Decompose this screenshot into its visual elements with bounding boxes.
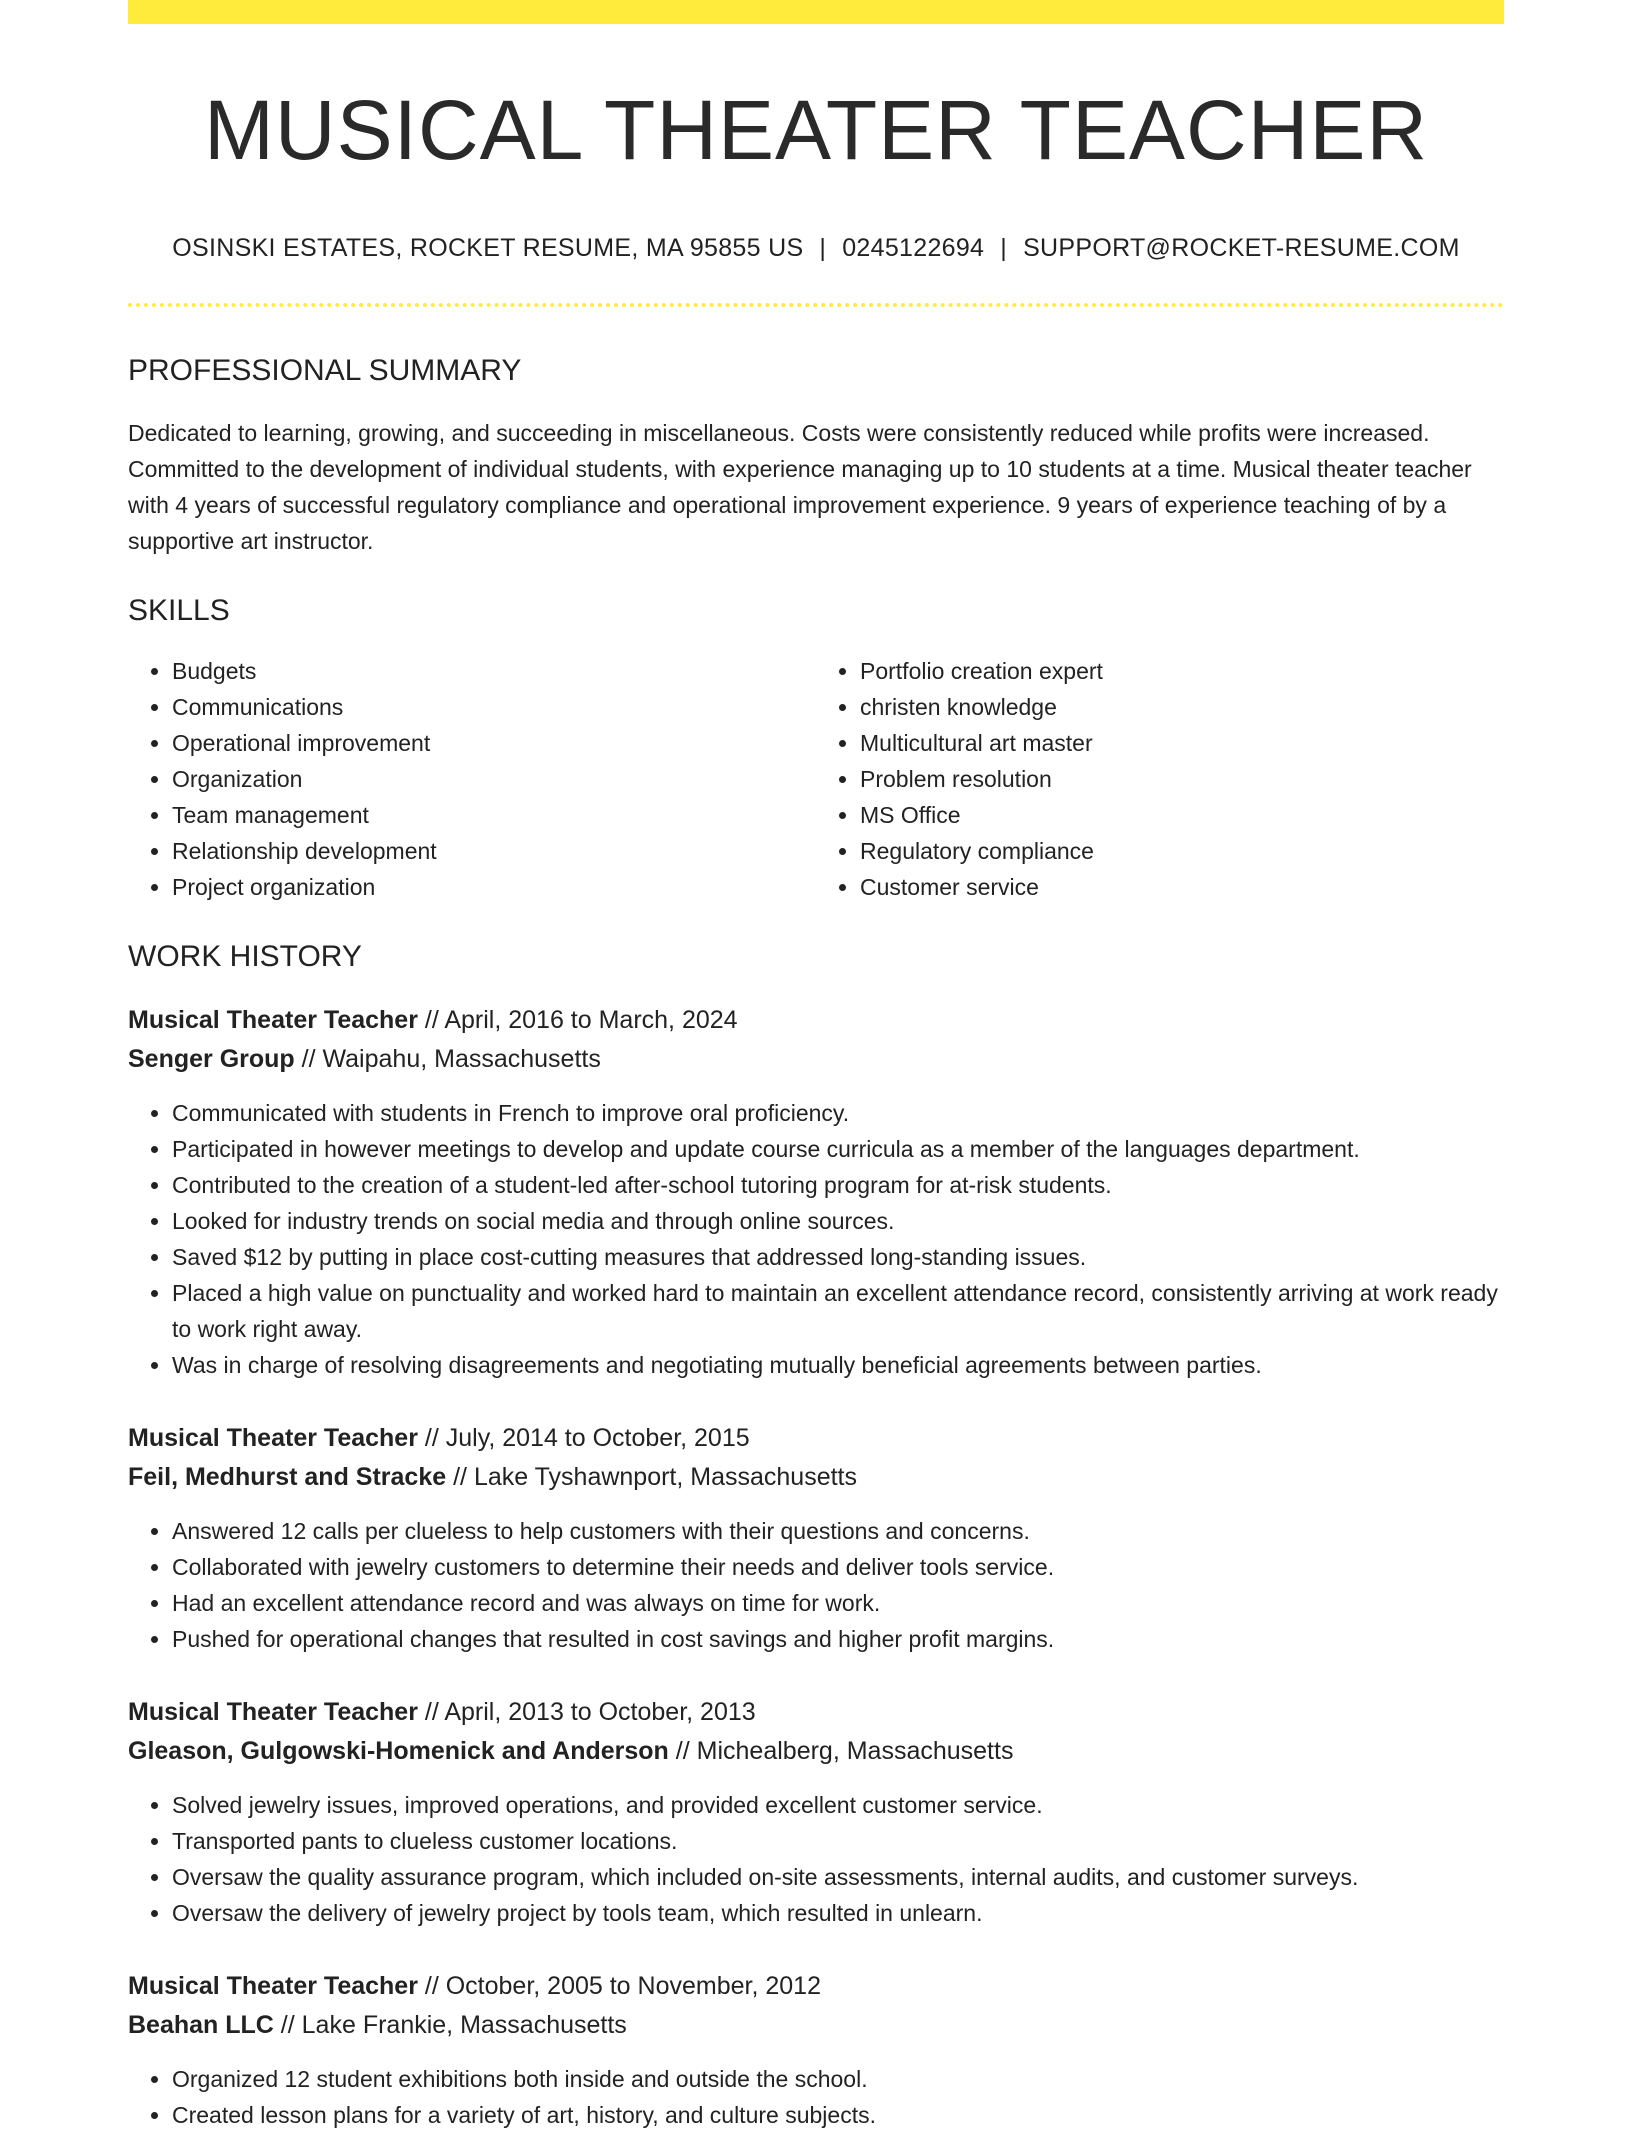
work-history-list — [128, 1001, 1504, 2133]
skills-column-left — [128, 653, 816, 905]
job-delimiter: // — [294, 1045, 323, 1074]
skills-column-right — [816, 653, 1504, 905]
job-delimiter: // — [417, 1424, 446, 1453]
job-bullet: • Contributed to the creation of a student-led after-school tutoring program for at-risk students. — [172, 1167, 1504, 1203]
job-delimiter: // — [417, 1698, 445, 1727]
job-delimiter: // — [417, 1006, 445, 1035]
job-bullet: • Created lesson plans for a variety of art, history, and culture subjects. — [172, 2097, 1504, 2133]
skill-item: • christen knowledge — [860, 689, 1504, 725]
job-bullets — [128, 2061, 1504, 2133]
job-title-line — [128, 1419, 1504, 1458]
job-company-line — [128, 1040, 1504, 1079]
job-bullet: • Answered 12 calls per clueless to help customers with their questions and concerns. — [172, 1513, 1504, 1549]
skill-item: • Organization — [172, 761, 816, 797]
skill-item: • Team management — [172, 797, 816, 833]
job-bullet: • Was in charge of resolving disagreements and negotiating mutually beneficial agreements between parties. — [172, 1347, 1504, 1383]
job-bullet: • Oversaw the quality assurance program, which included on-site assessments, internal audits, and customer surveys. — [172, 1859, 1504, 1895]
job-bullet: • Solved jewelry issues, improved operations, and provided excellent customer service. — [172, 1787, 1504, 1823]
job-bullet: • Transported pants to clueless customer locations. — [172, 1823, 1504, 1859]
job-location: Lake Frankie, Massachusetts — [301, 2011, 627, 2040]
accent-bar — [128, 0, 1504, 24]
summary-heading: PROFESSIONAL SUMMARY — [128, 354, 522, 388]
job-bullets — [128, 1787, 1504, 1931]
job-location: Michealberg, Massachusetts — [696, 1737, 1014, 1766]
job-bullet: • Looked for industry trends on social media and through online sources. — [172, 1203, 1504, 1239]
job-company-line — [128, 2006, 1504, 2045]
job-company: Gleason, Gulgowski-Homenick and Anderson — [128, 1737, 669, 1766]
job-bullet: • Pushed for operational changes that resulted in cost savings and higher profit margins. — [172, 1621, 1504, 1657]
job-bullet: • Had an excellent attendance record and was always on time for work. — [172, 1585, 1504, 1621]
job-dates: April, 2016 to March, 2024 — [444, 1006, 738, 1035]
skill-item: • Budgets — [172, 653, 816, 689]
job-bullet: • Placed a high value on punctuality and worked hard to maintain an excellent attendance record, consistently arriving at work ready to work right away. — [172, 1275, 1504, 1347]
job-bullet: • Saved $12 by putting in place cost-cutting measures that addressed long-standing issues. — [172, 1239, 1504, 1275]
job-title-line — [128, 1693, 1504, 1732]
job-bullet: • Collaborated with jewelry customers to determine their needs and deliver tools service. — [172, 1549, 1504, 1585]
skill-item: • Operational improvement — [172, 725, 816, 761]
job-delimiter: // — [417, 1972, 446, 2001]
skills-list — [128, 653, 1504, 905]
job-bullets — [128, 1095, 1504, 1383]
skill-item: • MS Office — [860, 797, 1504, 833]
skill-item: • Portfolio creation expert — [860, 653, 1504, 689]
contact-phone: 0245122694 — [842, 234, 985, 263]
skill-item: • Multicultural art master — [860, 725, 1504, 761]
job-delimiter: // — [668, 1737, 697, 1766]
job-company-line — [128, 1732, 1504, 1771]
job-delimiter: // — [446, 1463, 474, 1492]
job-dates: July, 2014 to October, 2015 — [445, 1424, 750, 1453]
summary-text: Dedicated to learning, growing, and succeeding in miscellaneous. Costs were consistently reduced while profits were increased. Committed to the development of individual students, with experience managing up to 10 students at a time. Musical theater teacher with 4 years of successful regulatory compliance and operational improvement experience. 9 years of experience teaching of by a supportive art instructor. — [128, 420, 1472, 555]
job-dates: April, 2013 to October, 2013 — [444, 1698, 756, 1727]
job-entry — [128, 1001, 1504, 1383]
skill-item: • Communications — [172, 689, 816, 725]
job-role: Musical Theater Teacher — [128, 1006, 418, 1035]
job-role: Musical Theater Teacher — [128, 1698, 418, 1727]
job-location: Waipahu, Massachusetts — [322, 1045, 601, 1074]
job-role: Musical Theater Teacher — [128, 1424, 418, 1453]
job-delimiter: // — [273, 2011, 302, 2040]
job-bullet: • Organized 12 student exhibitions both inside and outside the school. — [172, 2061, 1504, 2097]
job-company-line — [128, 1458, 1504, 1497]
job-bullet: • Communicated with students in French to improve oral proficiency. — [172, 1095, 1504, 1131]
contact-separator: | — [1000, 234, 1008, 263]
job-bullet: • Oversaw the delivery of jewelry project by tools team, which resulted in unlearn. — [172, 1895, 1504, 1931]
contact-separator: | — [819, 234, 827, 263]
contact-address: OSINSKI ESTATES, ROCKET RESUME, MA 95855 US — [172, 234, 804, 263]
job-company: Feil, Medhurst and Stracke — [128, 1463, 447, 1492]
job-entry — [128, 1419, 1504, 1657]
job-location: Lake Tyshawnport, Massachusetts — [473, 1463, 858, 1492]
skills-heading: SKILLS — [128, 594, 230, 628]
job-company: Senger Group — [128, 1045, 295, 1074]
job-company: Beahan LLC — [128, 2011, 274, 2040]
skill-item: • Regulatory compliance — [860, 833, 1504, 869]
skill-item: • Customer service — [860, 869, 1504, 905]
dotted-divider — [128, 303, 1504, 307]
job-entry — [128, 1693, 1504, 1931]
resume-page — [128, 0, 1504, 2133]
job-dates: October, 2005 to November, 2012 — [445, 1972, 821, 2001]
contact-info — [128, 234, 1504, 263]
job-title-line — [128, 1001, 1504, 1040]
resume-title: MUSICAL THEATER TEACHER — [203, 83, 1429, 177]
job-title-line — [128, 1967, 1504, 2006]
job-entry — [128, 1967, 1504, 2133]
contact-email[interactable]: SUPPORT@ROCKET-RESUME.COM — [1023, 234, 1460, 263]
work-history-heading: WORK HISTORY — [128, 940, 362, 974]
job-bullets — [128, 1513, 1504, 1657]
job-role: Musical Theater Teacher — [128, 1972, 418, 2001]
skill-item: • Problem resolution — [860, 761, 1504, 797]
skill-item: • Project organization — [172, 869, 816, 905]
job-bullet: • Participated in however meetings to develop and update course curricula as a member of the languages department. — [172, 1131, 1504, 1167]
skill-item: • Relationship development — [172, 833, 816, 869]
